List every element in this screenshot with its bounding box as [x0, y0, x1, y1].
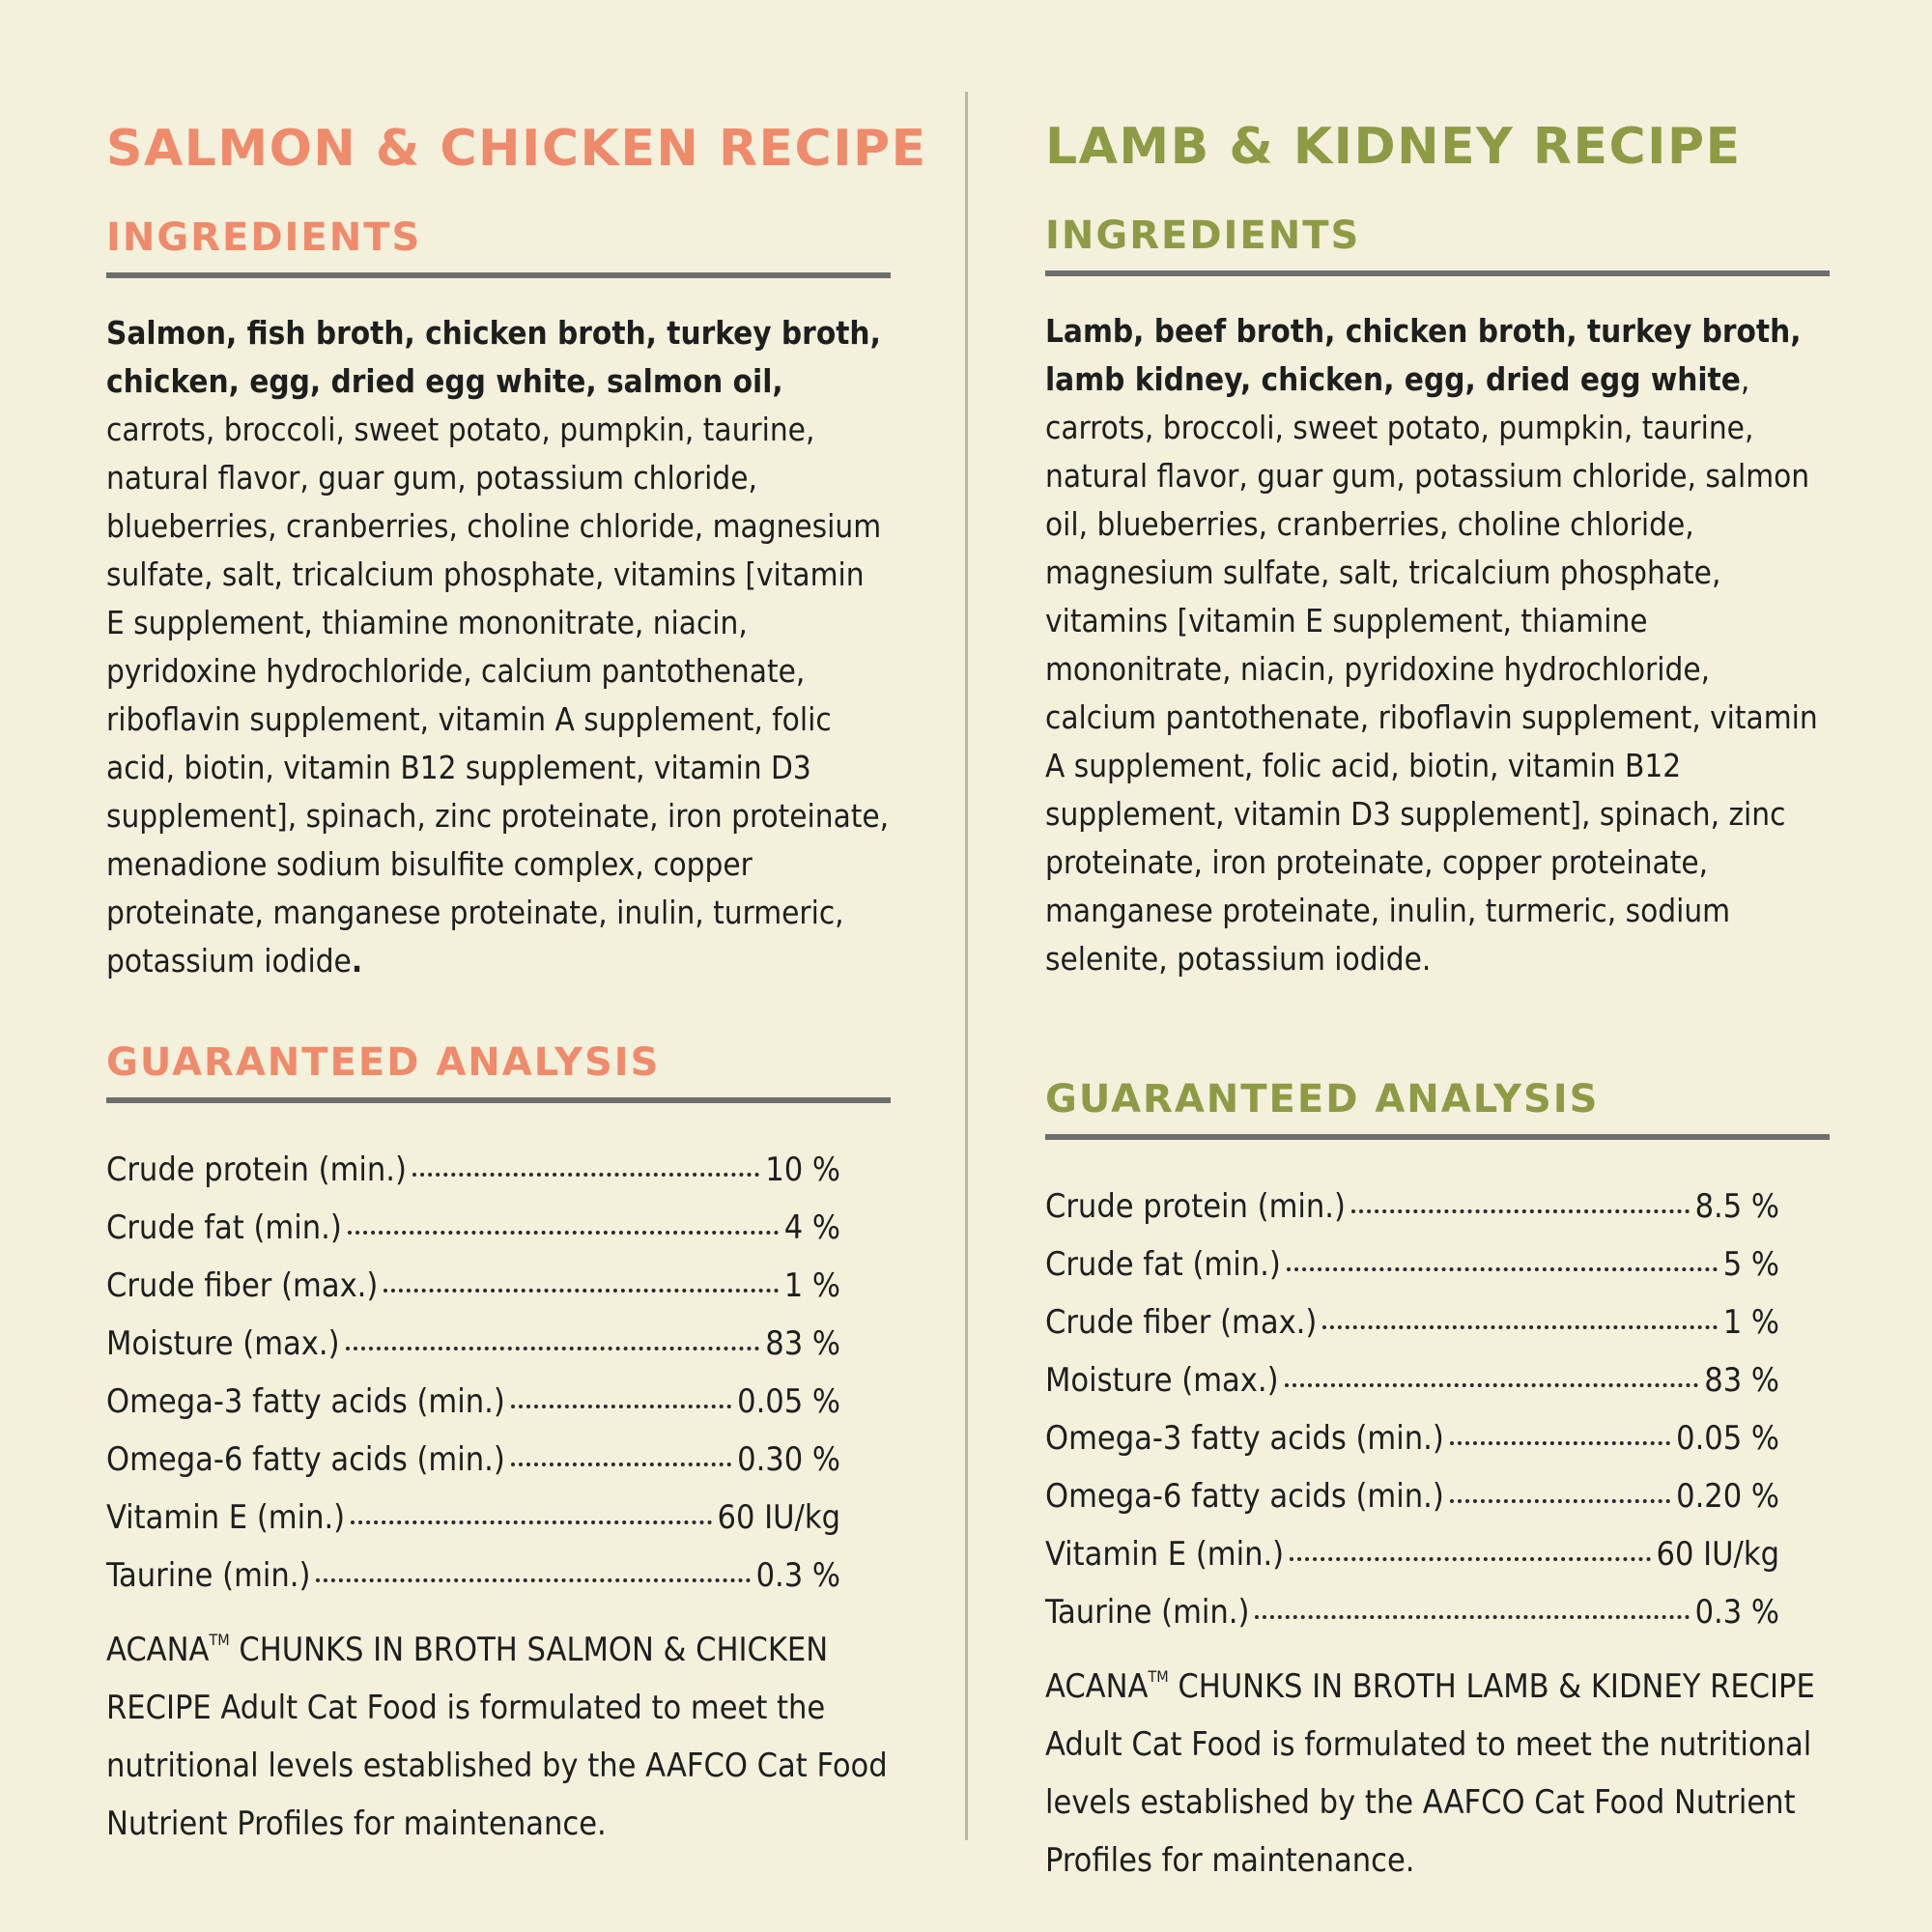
nutrient-value: 8.5 % [1694, 1187, 1779, 1226]
brand-name: ACANA [106, 1631, 210, 1669]
statement-text: CHUNKS IN BROTH LAMB & KIDNEY RECIPE Adult Cat Food is formulated to meet the nutritional levels established by the AAFCO Cat Food Nutrient Profiles for maintenance. [1045, 1667, 1815, 1880]
analysis-row [106, 1556, 840, 1595]
recipe-title: SALMON & CHICKEN RECIPE [106, 120, 927, 178]
nutrient-value: 60 IU/kg [717, 1498, 840, 1537]
nutrient-label: Moisture (max.) [106, 1324, 340, 1363]
aafco-statement [106, 1621, 891, 1853]
nutrient-label: Crude fat (min.) [1045, 1245, 1281, 1284]
trademark: TM [209, 1631, 230, 1649]
ingredients-list [1045, 307, 1830, 983]
nutrient-label: Omega-6 fatty acids (min.) [1045, 1477, 1444, 1516]
nutrient-value: 5 % [1722, 1245, 1779, 1284]
statement-text: CHUNKS IN BROTH SALMON & CHICKEN RECIPE Adult Cat Food is formulated to meet the nutritional levels established by the AAFCO Cat Food Nutrient Profiles for maintenance. [106, 1631, 888, 1843]
dot-leader [1322, 1325, 1717, 1329]
recipe-title: LAMB & KIDNEY RECIPE [1045, 118, 1742, 176]
analysis-row [106, 1382, 840, 1421]
analysis-row [106, 1208, 840, 1247]
dot-leader [1285, 1383, 1699, 1387]
nutrient-value: 0.3 % [1694, 1593, 1779, 1632]
nutrient-label: Crude fiber (max.) [1045, 1303, 1318, 1342]
nutrient-label: Taurine (min.) [106, 1556, 311, 1595]
nutrient-value: 1 % [1722, 1303, 1779, 1342]
analysis-row [1045, 1187, 1779, 1226]
nutrient-value: 83 % [765, 1324, 840, 1363]
analysis-row [1045, 1593, 1779, 1632]
ingredients-list [106, 309, 891, 985]
ingredients-rest: carrots, broccoli, sweet potato, pumpkin, taurine, natural flavor, guar gum, potassium chloride, blueberries, cranberries, choline chloride, magnesium sulfate, salt, tricalcium phosphate, vitamins [vitamin E supplement, thiamine mononitrate, niacin, pyridoxine hydrochloride, calcium pantothenate, riboflavin supplement, vitamin A supplement, folic acid, biotin, vitamin B12 supplement, vitamin D3 supplement], spinach, zinc proteinate, iron proteinate, menadione sodium bisulfite complex, copper proteinate, manganese proteinate, inulin, turmeric, potassium iodide [106, 411, 890, 980]
dot-leader [1287, 1267, 1718, 1271]
dot-leader [346, 1347, 760, 1350]
column-divider [965, 92, 968, 1840]
lamb-kidney-column [1045, 0, 1830, 1889]
nutrient-label: Omega-6 fatty acids (min.) [106, 1440, 505, 1479]
nutrient-label: Vitamin E (min.) [1045, 1535, 1285, 1574]
salmon-chicken-column [106, 0, 927, 1853]
dot-leader [412, 1173, 759, 1177]
analysis-row [106, 1498, 840, 1537]
dot-leader [511, 1463, 731, 1466]
analysis-row [106, 1324, 840, 1363]
nutrient-value: 60 IU/kg [1656, 1535, 1779, 1574]
dot-leader [384, 1289, 778, 1293]
nutrient-label: Crude protein (min.) [106, 1151, 407, 1189]
dot-leader [351, 1520, 711, 1524]
dot-leader [1290, 1557, 1650, 1561]
nutrient-value: 4 % [783, 1208, 840, 1247]
analysis-list [1045, 1187, 1830, 1632]
analysis-row [1045, 1303, 1779, 1342]
analysis-row [1045, 1361, 1779, 1400]
analysis-row [106, 1151, 840, 1189]
nutrient-label: Omega-3 fatty acids (min.) [106, 1382, 505, 1421]
dot-leader [1450, 1499, 1670, 1503]
nutrient-value: 0.3 % [755, 1556, 840, 1595]
aafco-statement [1045, 1658, 1830, 1889]
nutrient-value: 0.20 % [1676, 1477, 1779, 1516]
analysis-row [106, 1440, 840, 1479]
nutrient-value: 0.30 % [737, 1440, 840, 1479]
dot-leader [348, 1231, 779, 1235]
nutrient-label: Crude fiber (max.) [106, 1266, 379, 1305]
nutrient-value: 83 % [1704, 1361, 1779, 1400]
analysis-row [1045, 1419, 1779, 1458]
analysis-row [1045, 1535, 1779, 1574]
dot-leader [1450, 1441, 1670, 1445]
nutrient-value: 0.05 % [1676, 1419, 1779, 1458]
dot-leader [316, 1578, 750, 1582]
nutrient-value: 1 % [783, 1266, 840, 1305]
nutrient-value: 0.05 % [737, 1382, 840, 1421]
analysis-row [1045, 1245, 1779, 1284]
ingredients-bold: Salmon, fish broth, chicken broth, turkey broth, chicken, egg, dried egg white, salmon oil, [106, 314, 881, 400]
ingredients-rest: , carrots, broccoli, sweet potato, pumpkin, taurine, natural flavor, guar gum, potassium chloride, salmon oil, blueberries, cranberries, choline chloride, magnesium sulfate, salt, tricalcium phosphate, vitamins [vitamin E supplement, thiamine mononitrate, niacin, pyridoxine hydrochloride, calcium pantothenate, riboflavin supplement, vitamin A supplement, folic acid, biotin, vitamin B12 supplement, vitamin D3 supplement], spinach, zinc proteinate, iron proteinate, copper proteinate, manganese proteinate, inulin, turmeric, sodium selenite, potassium iodide. [1045, 360, 1818, 978]
nutrient-value: 10 % [765, 1151, 840, 1189]
brand-name: ACANA [1045, 1667, 1149, 1706]
analysis-list [106, 1151, 891, 1595]
dot-leader [1255, 1615, 1689, 1619]
ingredients-end: . [351, 942, 363, 980]
nutrient-label: Crude protein (min.) [1045, 1187, 1346, 1226]
ingredients-bold: Lamb, beef broth, chicken broth, turkey broth, lamb kidney, chicken, egg, dried egg white [1045, 312, 1802, 398]
analysis-row [1045, 1477, 1779, 1516]
ingredients-heading: INGREDIENTS [1045, 216, 1830, 276]
dot-leader [1351, 1209, 1690, 1213]
guaranteed-analysis-heading: GUARANTEED ANALYSIS [1045, 1080, 1830, 1140]
guaranteed-analysis-heading: GUARANTEED ANALYSIS [106, 1043, 891, 1103]
trademark: TM [1148, 1667, 1169, 1686]
nutrient-label: Omega-3 fatty acids (min.) [1045, 1419, 1444, 1458]
ingredients-heading: INGREDIENTS [106, 218, 891, 278]
nutrient-label: Crude fat (min.) [106, 1208, 342, 1247]
analysis-row [106, 1266, 840, 1305]
nutrient-label: Vitamin E (min.) [106, 1498, 346, 1537]
nutrient-label: Taurine (min.) [1045, 1593, 1250, 1632]
nutrient-label: Moisture (max.) [1045, 1361, 1279, 1400]
dot-leader [511, 1405, 731, 1408]
